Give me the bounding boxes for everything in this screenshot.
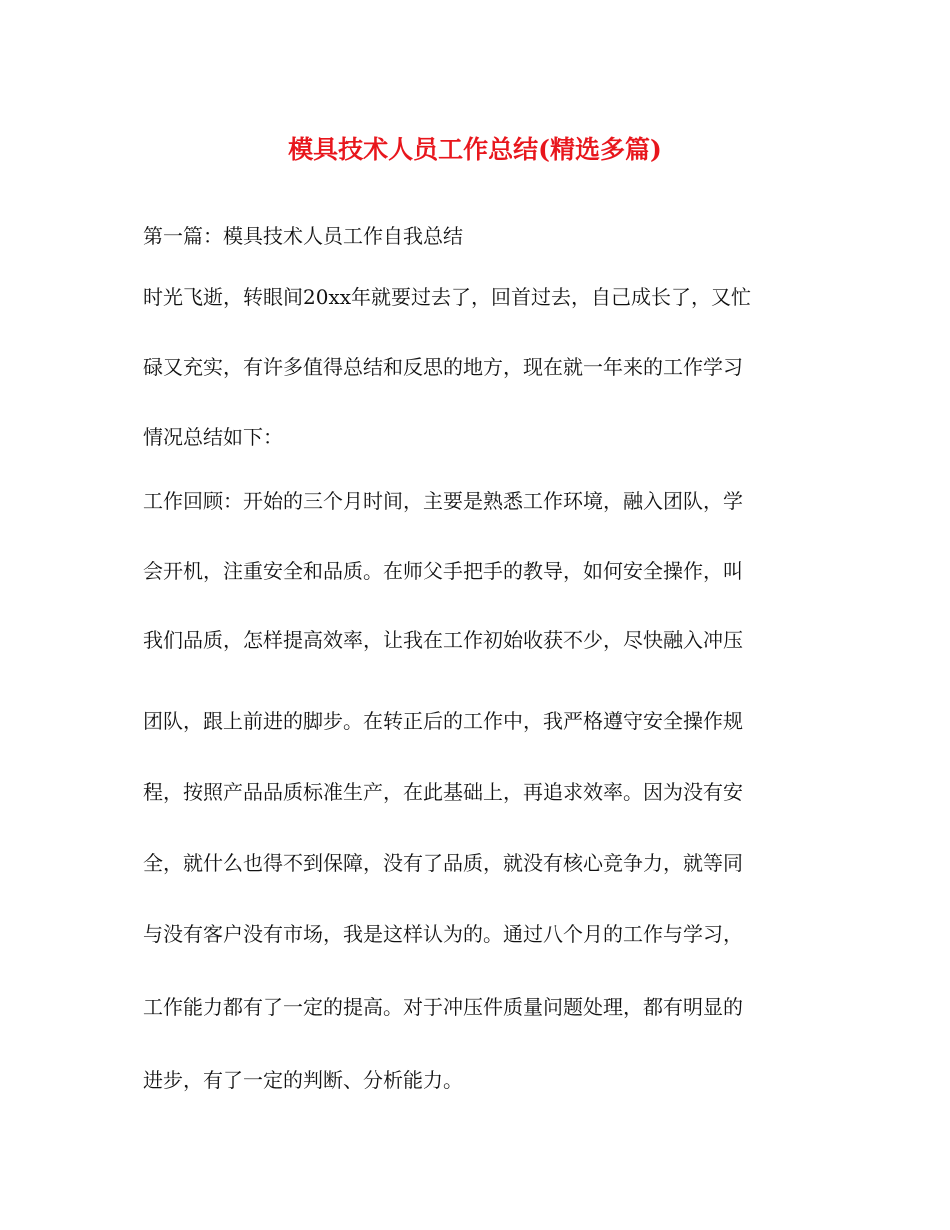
document-title: 模具技术人员工作总结(精选多篇) xyxy=(288,135,662,164)
paragraph-line: 工作回顾：开始的三个月时间，主要是熟悉工作环境，融入团队，学 xyxy=(143,489,743,513)
section-heading: 第一篇：模具技术人员工作自我总结 xyxy=(143,224,463,248)
paragraph-line: 与没有客户没有市场，我是这样认为的。通过八个月的工作与学习， xyxy=(143,922,743,946)
paragraph-line: 时光飞逝，转眼间20xx年就要过去了，回首过去，自己成长了，又忙 xyxy=(143,285,752,309)
paragraph-line: 全，就什么也得不到保障，没有了品质，就没有核心竞争力，就等同 xyxy=(143,851,743,875)
paragraph-line: 碌又充实，有许多值得总结和反思的地方，现在就一年来的工作学习 xyxy=(143,355,743,379)
paragraph-line: 情况总结如下： xyxy=(143,425,283,449)
paragraph-line: 进步，有了一定的判断、分析能力。 xyxy=(143,1068,463,1092)
paragraph-line: 程，按照产品品质标准生产，在此基础上，再追求效率。因为没有安 xyxy=(143,780,743,804)
paragraph-line: 团队，跟上前进的脚步。在转正后的工作中，我严格遵守安全操作规 xyxy=(143,709,743,733)
paragraph-line: 会开机，注重安全和品质。在师父手把手的教导，如何安全操作，叫 xyxy=(143,559,743,583)
paragraph-line: 我们品质，怎样提高效率，让我在工作初始收获不少，尽快融入冲压 xyxy=(143,628,743,652)
paragraph-line: 工作能力都有了一定的提高。对于冲压件质量问题处理，都有明显的 xyxy=(143,995,743,1019)
